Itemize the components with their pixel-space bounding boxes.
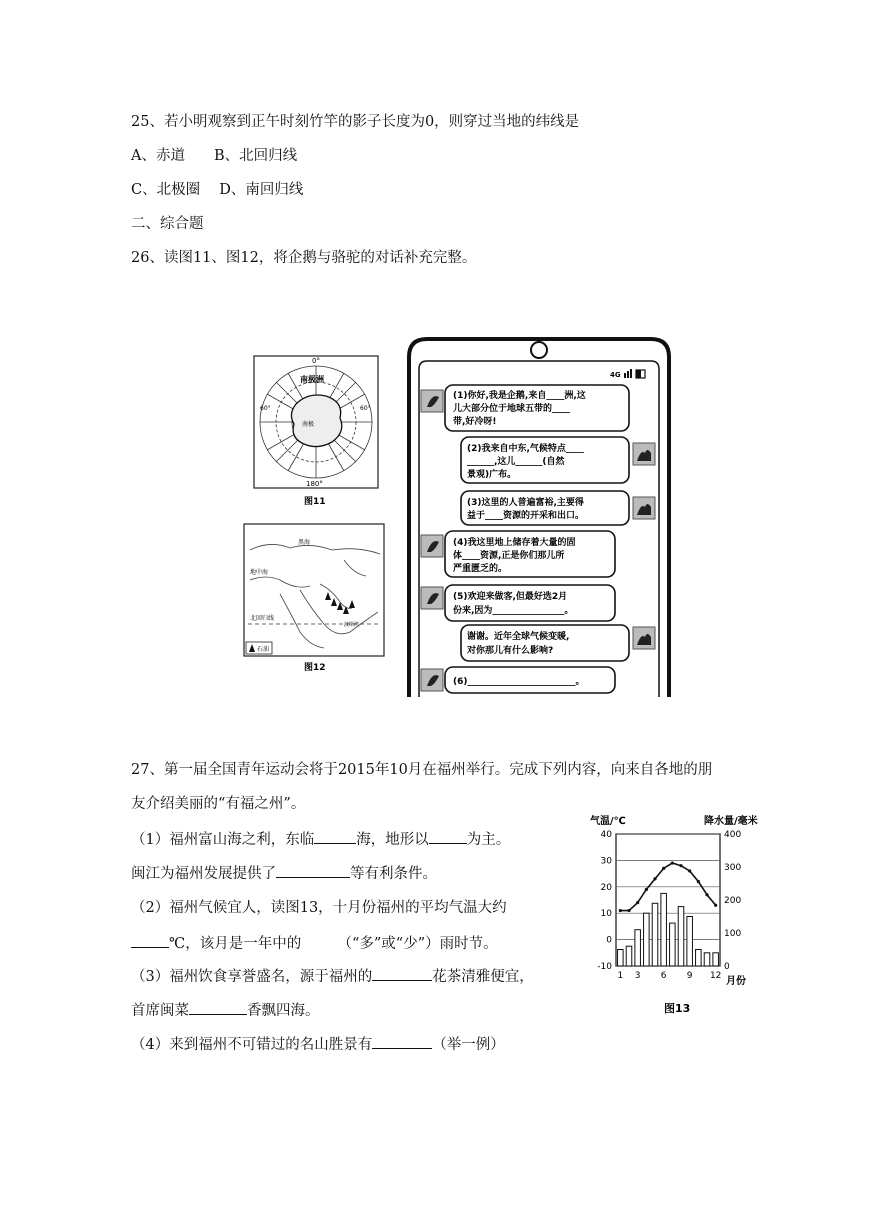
temperature-point xyxy=(679,864,682,867)
msg1-line3: 带,好冷呀! xyxy=(453,417,497,427)
q27-p1a: （1）福州富山海之利，东临 xyxy=(131,832,315,848)
q26-stem: 26、读图11、图12，将企鹅与骆驼的对话补充完整。 xyxy=(131,250,477,266)
x-tick-label: 1 xyxy=(617,971,624,981)
q27-p3c: 首席闽菜 xyxy=(131,1003,189,1019)
temperature-point xyxy=(714,904,717,907)
precip-bar xyxy=(661,893,667,966)
legend-oil: 石油 xyxy=(257,646,270,653)
q27-part4 xyxy=(131,1034,505,1055)
y-tick-right: 0 xyxy=(724,962,730,972)
precip-bar xyxy=(644,913,650,966)
label-black-sea: 黑海 xyxy=(298,539,311,546)
temperature-point xyxy=(671,861,674,864)
msg2-line1: (2)我来自中东,气候特点____ xyxy=(467,444,584,454)
q27-p3b: 花茶清雅便宜， xyxy=(432,969,534,985)
figure-11-caption: 图11 xyxy=(304,497,326,507)
temperature-point xyxy=(645,888,648,891)
msg5-line2: 份来,因为________________。 xyxy=(453,606,574,616)
msg4-line3: 严重匮乏的。 xyxy=(453,564,508,574)
label-0: 0° xyxy=(312,357,320,365)
q27-part2-line2 xyxy=(131,933,498,954)
msg2-line3: 景观)广布。 xyxy=(467,470,517,480)
label-pole: 南极 xyxy=(302,421,315,428)
q27-stem-line1: 27、第一届全国青年运动会将于2015年10月在福州举行。完成下列内容，向来自各地的朋 xyxy=(131,762,713,778)
answer-blank[interactable] xyxy=(189,1000,247,1015)
precip-bar xyxy=(687,917,693,967)
q27-p3d: 香飘四海。 xyxy=(247,1003,320,1019)
answer-blank[interactable] xyxy=(372,1034,432,1049)
chart-title: 图13 xyxy=(664,1002,691,1015)
chart-xlabel: 月份 xyxy=(726,976,746,987)
precip-bar xyxy=(696,950,702,967)
q27-p4a: （4）来到福州不可错过的名山胜景有 xyxy=(131,1037,373,1053)
figure-12 xyxy=(240,520,390,675)
section-title: 二、综合题 xyxy=(131,216,204,232)
q27-p4b: （举一例） xyxy=(432,1037,505,1053)
y-tick-left: 30 xyxy=(600,856,612,867)
temperature-point xyxy=(697,880,700,883)
y-tick-right: 200 xyxy=(724,896,742,906)
q27-p1e: 等有利条件。 xyxy=(350,866,437,882)
label-antarctica: 南极洲 xyxy=(300,375,324,384)
q27-part1 xyxy=(131,829,510,850)
label-tropic: 北回归线 xyxy=(250,615,275,622)
msg6-line2: 对你那儿有什么影响? xyxy=(467,646,554,656)
answer-blank[interactable] xyxy=(372,966,432,981)
precip-bar xyxy=(635,930,641,966)
temperature-point xyxy=(627,909,630,912)
q27-part3 xyxy=(131,966,534,987)
q25-options-row1: A、赤道 B、北回归线 xyxy=(131,148,298,164)
y-tick-left: 20 xyxy=(600,882,612,893)
y-tick-left: 0 xyxy=(606,935,612,946)
y-tick-left: -10 xyxy=(597,962,612,972)
precip-bar xyxy=(678,907,684,966)
q27-stem-line2: 友介绍美丽的“有福之州”。 xyxy=(131,796,306,812)
legend xyxy=(246,642,272,654)
label-180: 180° xyxy=(306,480,323,488)
temperature-point xyxy=(653,877,656,880)
antarctica-outline xyxy=(291,395,341,447)
q27-part2: （2）福州气候宜人，读图13，十月份福州的平均气温大约 xyxy=(131,900,507,916)
answer-blank[interactable] xyxy=(131,933,169,948)
temperature-point xyxy=(619,909,622,912)
answer-blank[interactable] xyxy=(276,863,350,878)
precip-bar xyxy=(626,946,632,966)
y-tick-left: 10 xyxy=(600,909,612,920)
q27-part1-line2 xyxy=(131,863,437,884)
q27-part3-line2 xyxy=(131,1000,320,1021)
figure-11 xyxy=(248,352,384,512)
label-60-left: 60° xyxy=(260,405,271,412)
msg1-line2: 儿大部分位于地球五带的____ xyxy=(453,404,571,414)
chart-ylabel-left: 气温/℃ xyxy=(590,816,626,827)
precip-bar xyxy=(713,953,719,966)
label-60-right: 60° xyxy=(360,405,371,412)
precip-bar xyxy=(652,903,658,966)
temperature-point xyxy=(636,901,639,904)
temperature-point xyxy=(662,867,665,870)
q25-options-row2: C、北极圈 D、南回归线 xyxy=(131,182,304,198)
q27-p3a: （3）福州饮食享誉盛名，源于福州的 xyxy=(131,969,373,985)
msg4-line1: (4)我这里地上储存着大量的固 xyxy=(453,538,576,548)
phone-camera xyxy=(531,342,547,358)
answer-blank[interactable] xyxy=(429,829,467,844)
msg3-line2: 益于____资源的开采和出口。 xyxy=(467,511,585,521)
answer-blank[interactable] xyxy=(314,829,356,844)
temperature-point xyxy=(688,869,691,872)
x-tick-label: 3 xyxy=(634,971,641,981)
precip-bar xyxy=(704,953,710,966)
q27-p2b: ℃，该月是一年中的 （“多”或“少”）雨时节。 xyxy=(169,936,498,952)
msg6-line1: 谢谢。近年全球气候变暖, xyxy=(467,632,570,642)
y-tick-right: 400 xyxy=(724,830,742,840)
q27-p1b: 海，地形以 xyxy=(356,832,429,848)
status-4g: 4G xyxy=(610,371,621,379)
q27-p1d: 闽江为福州发展提供了 xyxy=(131,866,276,882)
label-mediterranean: 地中海 xyxy=(250,569,269,576)
msg7-line1: (6)________________________。 xyxy=(453,677,585,687)
y-tick-left: 40 xyxy=(600,830,612,840)
precip-bar xyxy=(618,950,624,967)
label-gulf: 波斯湾 xyxy=(344,622,360,628)
chart-ylabel-right: 降水量/毫米 xyxy=(704,816,758,827)
temperature-point xyxy=(705,893,708,896)
msg5-line1: (5)欢迎来做客,但最好选2月 xyxy=(453,592,568,602)
msg4-line2: 体____资源,正是你们那儿所 xyxy=(453,551,565,561)
msg1-line1: (1)你好,我是企鹅,来自____洲,这 xyxy=(453,391,586,401)
q27-p1c: 为主。 xyxy=(466,832,511,848)
climate-chart xyxy=(586,808,786,1022)
msg2-line2: ______,这儿______(自然 xyxy=(467,457,565,467)
x-tick-label: 12 xyxy=(709,971,722,981)
figure-12-caption: 图12 xyxy=(304,663,326,673)
phone-chat-figure xyxy=(405,335,673,700)
msg3-line1: (3)这里的人普遍富裕,主要得 xyxy=(467,498,584,508)
status-signal-icon xyxy=(624,369,632,378)
y-tick-right: 300 xyxy=(724,863,742,873)
precip-bar xyxy=(670,923,676,966)
x-tick-label: 6 xyxy=(660,971,667,981)
y-tick-right: 100 xyxy=(724,929,742,939)
q25-stem: 25、若小明观察到正午时刻竹竿的影子长度为0，则穿过当地的纬线是 xyxy=(131,114,580,130)
x-tick-label: 9 xyxy=(686,971,693,981)
